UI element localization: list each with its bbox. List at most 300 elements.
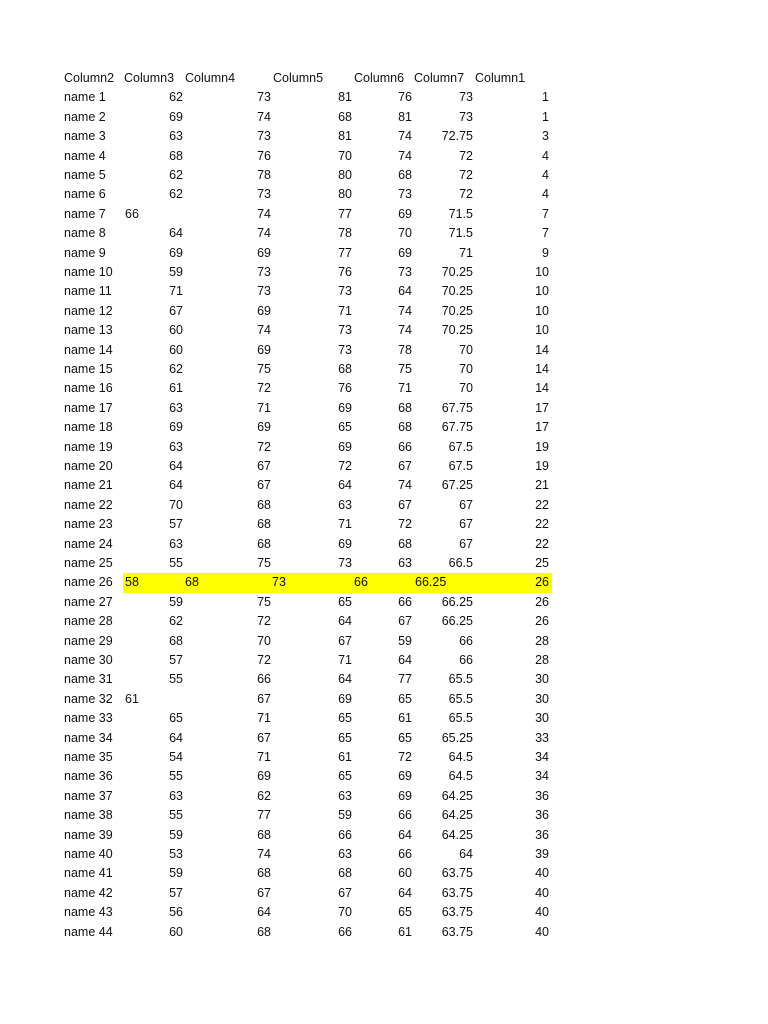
rank-cell: 22 [535, 517, 549, 532]
rank-cell: 30 [535, 672, 549, 687]
table-cell: 70.25 [441, 323, 473, 338]
table-cell: 63 [169, 439, 183, 454]
table-cell: 67 [257, 730, 271, 745]
table-cell: 69 [257, 769, 271, 784]
table-cell: 68 [338, 866, 352, 881]
table-row [62, 399, 552, 418]
table-cell: 72 [459, 148, 473, 163]
table-cell: 72 [398, 750, 412, 764]
table-cell: 65.5 [448, 691, 473, 706]
row-name-cell: name 34 [64, 730, 113, 745]
row-name-cell: name 28 [64, 614, 113, 629]
table-cell: 70 [459, 381, 473, 396]
table-cell: 65 [398, 730, 412, 745]
table-cell: 66 [257, 672, 271, 687]
table-cell: 63 [398, 556, 412, 570]
table-cell: 64 [398, 827, 412, 842]
table-row [62, 748, 552, 767]
table-cell: 65 [338, 420, 352, 435]
table-row [62, 787, 552, 806]
rank-cell: 7 [542, 206, 549, 221]
rank-cell: 34 [535, 769, 549, 784]
rank-cell: 14 [535, 362, 549, 376]
table-cell: 57 [169, 653, 183, 667]
table-cell: 70 [459, 362, 473, 376]
table-cell: 77 [257, 808, 271, 823]
table-cell: 66 [398, 808, 412, 823]
table-cell: 73 [257, 284, 271, 299]
table-row [62, 379, 552, 398]
table-cell: 67 [338, 885, 352, 900]
rank-cell: 39 [535, 847, 549, 861]
rank-cell: 26 [535, 575, 549, 590]
table-cell: 56 [169, 905, 183, 920]
table-cell: 66 [338, 827, 352, 842]
table-cell: 66 [459, 653, 473, 667]
rank-cell: 33 [535, 730, 549, 745]
table-cell: 68 [398, 420, 412, 435]
table-cell: 68 [257, 536, 271, 551]
table-cell: 62 [169, 614, 183, 629]
table-cell: 73 [459, 109, 473, 124]
column-header: Column1 [475, 71, 526, 85]
table-cell: 81 [338, 129, 352, 144]
rank-cell: 25 [535, 556, 549, 570]
table-cell: 68 [185, 575, 199, 590]
table-row [62, 612, 552, 631]
table-cell: 76 [338, 381, 352, 396]
table-cell: 67 [338, 633, 352, 648]
table-cell: 69 [398, 206, 412, 221]
rank-cell: 10 [535, 265, 549, 279]
row-name-cell: name 43 [64, 905, 113, 920]
table-cell: 75 [257, 556, 271, 570]
table-cell: 69 [338, 691, 352, 706]
rank-cell: 22 [535, 497, 549, 512]
rank-cell: 10 [535, 303, 549, 318]
table-row [62, 302, 552, 321]
table-cell: 68 [398, 168, 412, 182]
row-name-cell: name 11 [64, 284, 112, 299]
table-cell: 65.5 [448, 711, 473, 726]
table-cell: 80 [338, 168, 352, 182]
table-cell: 57 [169, 885, 183, 900]
table-cell: 73 [257, 90, 271, 105]
table-cell: 74 [257, 323, 271, 338]
table-cell: 70 [257, 633, 271, 648]
table-cell: 67.25 [441, 478, 473, 493]
table-cell: 68 [257, 497, 271, 512]
table-cell: 77 [338, 245, 352, 260]
table-cell: 67.5 [448, 459, 473, 473]
table-cell: 72 [257, 653, 271, 667]
table-cell: 68 [257, 517, 271, 532]
table-cell: 63.75 [441, 905, 473, 920]
table-cell: 71.5 [448, 226, 473, 241]
column-header: Column7 [414, 71, 465, 85]
table-cell: 69 [257, 342, 271, 357]
rank-cell: 26 [535, 614, 549, 629]
table-row [62, 593, 552, 612]
table-cell: 55 [169, 556, 183, 570]
table-cell: 69 [338, 439, 352, 454]
row-name-cell: name 25 [64, 556, 113, 570]
table-cell: 71.5 [448, 206, 473, 221]
table-row [62, 88, 552, 107]
table-cell: 66 [398, 847, 412, 861]
table-cell: 73 [398, 265, 412, 279]
column-header: Column5 [273, 71, 324, 85]
table-cell: 72 [459, 168, 473, 182]
table-row [62, 263, 552, 282]
table-cell: 77 [338, 206, 352, 221]
table-cell: 67.5 [448, 439, 473, 454]
table-cell: 69 [398, 769, 412, 784]
rank-cell: 28 [535, 653, 549, 667]
table-row [62, 864, 552, 883]
table-cell: 81 [338, 90, 352, 105]
row-name-cell: name 42 [64, 885, 113, 900]
row-name-cell: name 14 [64, 342, 113, 357]
rank-cell: 1 [542, 90, 549, 105]
row-name-cell: name 10 [64, 265, 113, 279]
table-cell: 68 [338, 362, 352, 376]
row-name-cell: name 33 [64, 711, 113, 726]
table-row [62, 205, 552, 224]
table-row [62, 185, 552, 204]
row-name-cell: name 6 [64, 187, 106, 202]
row-name-cell: name 23 [64, 517, 113, 532]
table-cell: 63 [169, 788, 183, 803]
table-row [62, 554, 552, 573]
table-cell: 60 [169, 924, 183, 939]
table-row [62, 224, 552, 243]
table-cell: 66 [459, 633, 473, 648]
table-cell: 78 [398, 342, 412, 357]
table-cell: 61 [398, 711, 412, 726]
row-name-cell: name 26 [64, 575, 113, 590]
row-name-cell: name 7 [64, 206, 106, 221]
table-row [62, 244, 552, 263]
table-cell: 73 [459, 90, 473, 105]
table-cell: 69 [169, 420, 183, 435]
row-name-cell: name 29 [64, 633, 113, 648]
table-cell: 67 [257, 478, 271, 493]
table-cell: 69 [257, 420, 271, 435]
table-cell: 68 [169, 633, 183, 648]
table-cell: 67 [169, 303, 183, 318]
rank-cell: 10 [535, 323, 549, 338]
row-name-cell: name 36 [64, 769, 113, 784]
row-name-cell: name 30 [64, 653, 113, 667]
table-cell: 68 [257, 924, 271, 939]
table-cell: 67 [398, 497, 412, 512]
table-cell: 62 [257, 788, 271, 803]
table-cell: 64 [338, 672, 352, 687]
table-cell: 67 [459, 497, 473, 512]
table-cell: 74 [398, 148, 412, 163]
table-cell: 64 [398, 653, 412, 667]
rank-cell: 40 [535, 924, 549, 939]
table-cell: 70.25 [441, 284, 473, 299]
table-row [62, 709, 552, 728]
table-cell: 67 [459, 536, 473, 551]
rank-cell: 34 [535, 750, 549, 764]
rank-cell: 36 [535, 808, 549, 823]
table-cell: 67 [257, 885, 271, 900]
table-cell: 65.25 [441, 730, 473, 745]
rank-cell: 1 [542, 109, 549, 124]
table-cell: 64 [338, 614, 352, 629]
row-name-cell: name 17 [64, 400, 113, 415]
table-cell: 67 [257, 459, 271, 473]
row-name-cell: name 22 [64, 497, 113, 512]
table-cell: 71 [257, 711, 271, 726]
table-cell: 59 [338, 808, 352, 823]
table-cell: 66.5 [448, 556, 473, 570]
table-cell: 63 [169, 400, 183, 415]
table-cell: 64.5 [448, 769, 473, 784]
table-cell: 70 [338, 148, 352, 163]
table-cell: 63 [338, 497, 352, 512]
table-cell: 78 [257, 168, 271, 182]
table-cell: 67 [459, 517, 473, 532]
table-cell: 74 [257, 847, 271, 861]
table-cell: 75 [257, 362, 271, 376]
table-row [62, 535, 552, 554]
table-cell: 69 [169, 109, 183, 124]
table-cell: 67 [257, 691, 271, 706]
table-cell: 64 [169, 730, 183, 745]
table-row [62, 884, 552, 903]
table-cell: 71 [338, 303, 352, 318]
table-cell: 72.75 [441, 129, 473, 144]
table-row [62, 826, 552, 845]
row-name-cell: name 21 [64, 478, 113, 493]
rank-cell: 36 [535, 788, 549, 803]
table-cell: 67.75 [441, 420, 473, 435]
rank-cell: 26 [535, 594, 549, 609]
table-cell: 69 [257, 303, 271, 318]
table-cell: 71 [338, 517, 352, 532]
table-cell: 63.75 [441, 885, 473, 900]
table-cell: 66.25 [415, 575, 447, 590]
table-cell: 67 [398, 459, 412, 473]
rank-cell: 19 [535, 459, 549, 473]
row-name-cell: name 8 [64, 226, 106, 241]
table-cell: 67.75 [441, 400, 473, 415]
rank-cell: 14 [535, 381, 549, 396]
table-cell: 71 [169, 284, 183, 299]
table-cell: 80 [338, 187, 352, 202]
table-cell: 61 [169, 381, 183, 396]
table-cell: 58 [125, 575, 139, 590]
row-name-cell: name 9 [64, 245, 106, 260]
table-cell: 53 [169, 847, 183, 861]
table-cell: 59 [169, 594, 183, 609]
table-cell: 73 [338, 556, 352, 570]
table-row [62, 515, 552, 534]
header-row [62, 69, 552, 88]
rank-cell: 4 [542, 168, 549, 182]
table-cell: 63 [169, 129, 183, 144]
table-cell: 59 [169, 827, 183, 842]
table-cell: 66 [338, 924, 352, 939]
table-cell: 64 [169, 226, 183, 241]
table-row [62, 690, 552, 709]
table-cell: 63.75 [441, 866, 473, 881]
row-name-cell: name 15 [64, 362, 113, 376]
table-cell: 64.25 [441, 788, 473, 803]
table-row [62, 632, 552, 651]
row-name-cell: name 3 [64, 129, 106, 144]
row-name-cell: name 20 [64, 459, 113, 473]
table-cell: 59 [169, 265, 183, 279]
rank-cell: 30 [535, 691, 549, 706]
row-name-cell: name 13 [64, 323, 113, 338]
table-cell: 70 [459, 342, 473, 357]
table-cell: 65 [338, 594, 352, 609]
row-name-cell: name 38 [64, 808, 113, 823]
table-cell: 71 [459, 245, 473, 260]
row-name-cell: name 4 [64, 148, 106, 163]
table-row [62, 360, 552, 379]
rank-cell: 7 [542, 226, 549, 241]
table-cell: 68 [398, 400, 412, 415]
table-cell: 74 [257, 109, 271, 124]
table-cell: 70 [398, 226, 412, 241]
table-row [62, 147, 552, 166]
row-name-cell: name 16 [64, 381, 113, 396]
table-cell: 77 [398, 672, 412, 687]
table-row [62, 438, 552, 457]
table-cell: 71 [338, 653, 352, 667]
table-cell: 66 [398, 594, 412, 609]
table-cell: 75 [257, 594, 271, 609]
table-cell: 64 [338, 478, 352, 493]
row-name-cell: name 1 [64, 90, 106, 105]
column-header: Column2 [64, 71, 115, 85]
table-row [62, 166, 552, 185]
table-cell: 73 [257, 129, 271, 144]
rank-cell: 22 [535, 536, 549, 551]
row-name-cell: name 40 [64, 847, 113, 861]
table-cell: 72 [257, 439, 271, 454]
table-cell: 60 [398, 866, 412, 881]
rank-cell: 4 [542, 148, 549, 163]
row-name-cell: name 44 [64, 924, 113, 939]
table-cell: 73 [257, 265, 271, 279]
table-cell: 64 [169, 478, 183, 493]
table-cell: 73 [257, 187, 271, 202]
table-cell: 64 [398, 885, 412, 900]
table-cell: 62 [169, 168, 183, 182]
row-name-cell: name 24 [64, 536, 113, 551]
table-cell: 68 [338, 109, 352, 124]
table-cell: 62 [169, 362, 183, 376]
row-name-cell: name 32 [64, 691, 113, 706]
table-row [62, 845, 552, 864]
table-cell: 76 [338, 265, 352, 279]
table-cell: 65.5 [448, 672, 473, 687]
rank-cell: 17 [535, 400, 549, 415]
table-cell: 64 [257, 905, 271, 920]
table-cell: 74 [257, 206, 271, 221]
table-row [62, 903, 552, 922]
table-cell: 65 [338, 711, 352, 726]
table-row [62, 127, 552, 146]
table-row [62, 923, 552, 942]
rank-cell: 14 [535, 342, 549, 357]
table-cell: 63 [169, 536, 183, 551]
table-cell: 63 [338, 847, 352, 861]
table-row [62, 476, 552, 495]
row-name-cell: name 18 [64, 420, 113, 435]
row-name-cell: name 31 [64, 672, 113, 687]
table-cell: 70.25 [441, 303, 473, 318]
table-cell: 61 [398, 924, 412, 939]
table-cell: 61 [125, 691, 139, 706]
table-cell: 73 [338, 323, 352, 338]
table-row [62, 341, 552, 360]
rank-cell: 17 [535, 420, 549, 435]
row-name-cell: name 41 [64, 866, 113, 881]
table-cell: 71 [257, 750, 271, 764]
table-cell: 69 [398, 245, 412, 260]
table-cell: 64.25 [441, 808, 473, 823]
table-cell: 57 [169, 517, 183, 532]
table-cell: 65 [398, 905, 412, 920]
table-cell: 72 [338, 459, 352, 473]
table-cell: 69 [257, 245, 271, 260]
table-cell: 66.25 [441, 614, 473, 629]
table-cell: 60 [169, 323, 183, 338]
row-name-cell: name 35 [64, 750, 113, 764]
table-cell: 72 [257, 381, 271, 396]
table-cell: 60 [169, 342, 183, 357]
table-cell: 74 [398, 323, 412, 338]
table-cell: 67 [398, 614, 412, 629]
rank-cell: 40 [535, 866, 549, 881]
table-cell: 73 [272, 575, 286, 590]
rank-cell: 3 [542, 129, 549, 144]
table-cell: 68 [398, 536, 412, 551]
rank-cell: 9 [542, 245, 549, 260]
table-cell: 64 [169, 459, 183, 473]
table-row [62, 806, 552, 825]
row-name-cell: name 19 [64, 439, 113, 454]
table-cell: 68 [257, 827, 271, 842]
table-cell: 61 [338, 750, 352, 764]
table-cell: 78 [338, 226, 352, 241]
table-cell: 59 [398, 633, 412, 648]
table-cell: 55 [169, 808, 183, 823]
table-cell: 64.25 [441, 827, 473, 842]
table-row [62, 457, 552, 476]
table-row [62, 729, 552, 748]
table-cell: 55 [169, 769, 183, 784]
table-row [62, 767, 552, 786]
table-cell: 74 [257, 226, 271, 241]
row-name-cell: name 27 [64, 594, 113, 609]
table-cell: 68 [169, 148, 183, 163]
table-cell: 74 [398, 129, 412, 144]
table-cell: 63 [338, 788, 352, 803]
rank-cell: 28 [535, 633, 549, 648]
table-cell: 55 [169, 672, 183, 687]
rank-cell: 36 [535, 827, 549, 842]
table-cell: 64 [398, 284, 412, 299]
